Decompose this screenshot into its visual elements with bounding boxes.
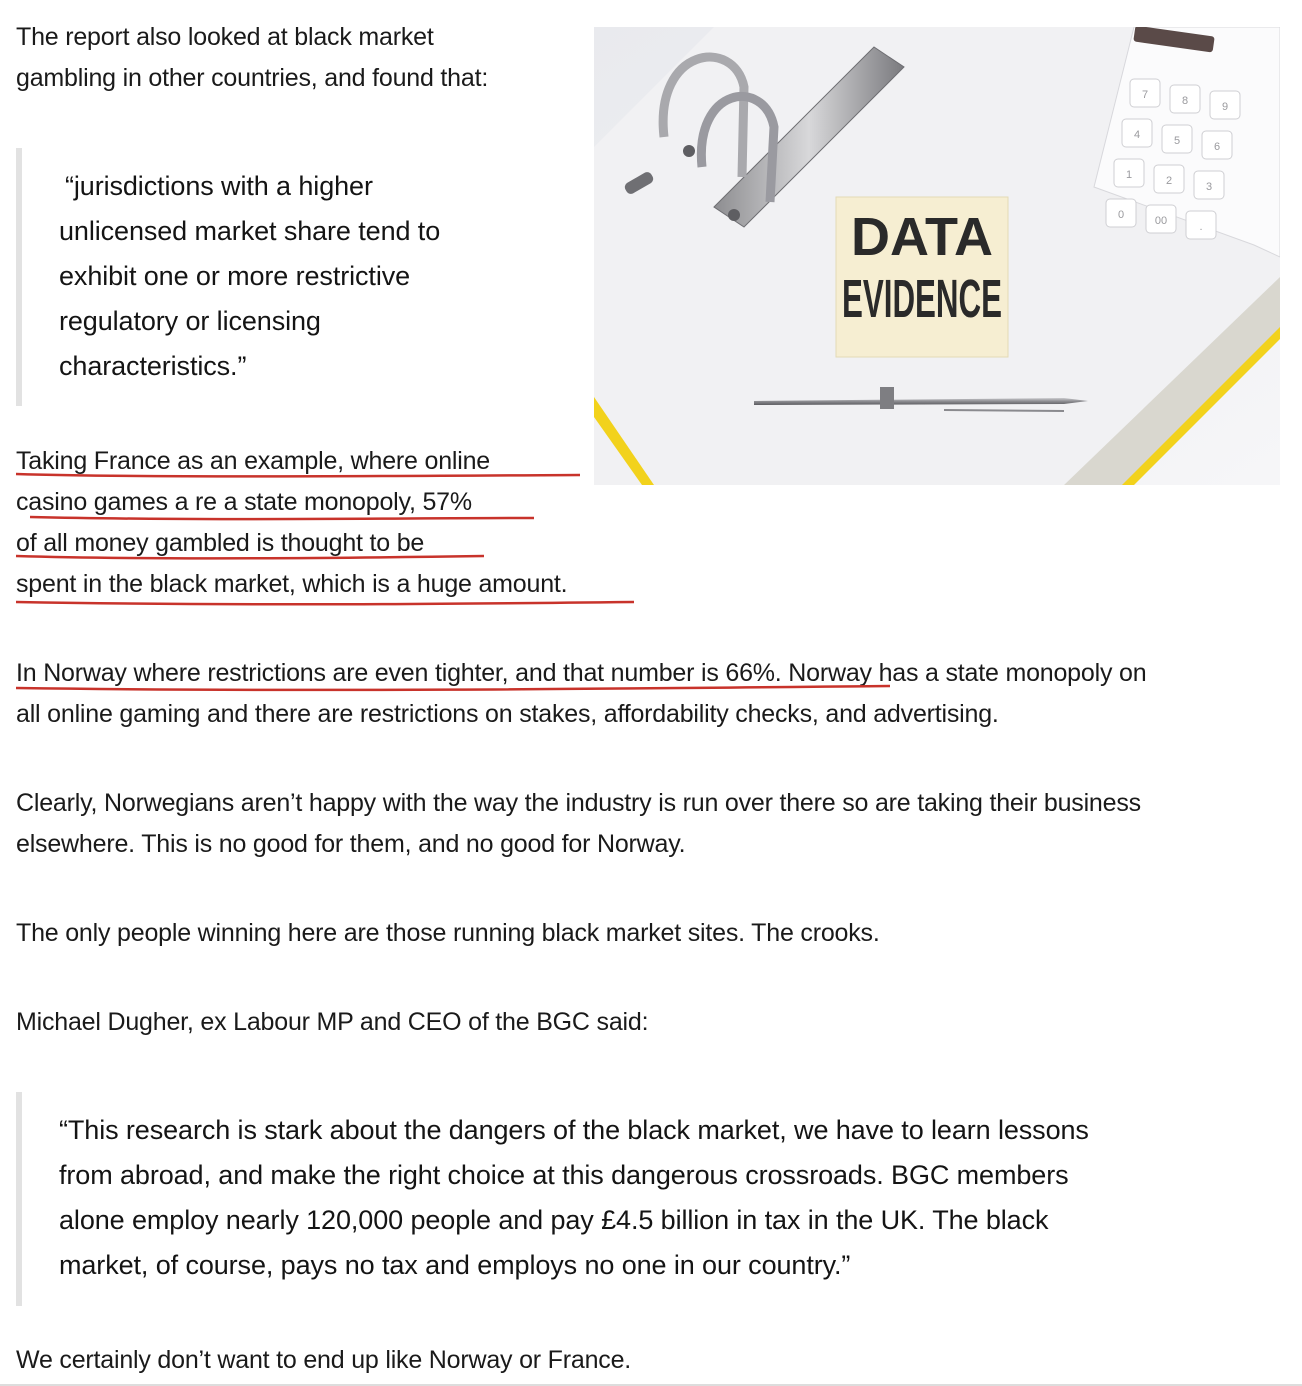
quote1-line-5: characteristics.” bbox=[59, 351, 247, 381]
blockquote-jurisdictions bbox=[16, 148, 576, 406]
calculator-key-label: 1 bbox=[1125, 169, 1133, 181]
quote2-line-4: market, of course, pays no tax and employs no one in our country.” bbox=[59, 1250, 851, 1280]
intro-line-1: The report also looked at black market bbox=[16, 23, 434, 51]
data-evidence-photo bbox=[594, 27, 1280, 485]
quote1-line-2: unlicensed market share tend to bbox=[59, 216, 441, 246]
photo-illustration bbox=[594, 27, 1280, 485]
quote2-line-2: from abroad, and make the right choice at this dangerous crossroads. BGC members bbox=[59, 1160, 1069, 1190]
calculator-key-label: 6 bbox=[1213, 141, 1221, 153]
quote1-line-4: regulatory or licensing bbox=[59, 306, 321, 336]
calculator-key-label: 9 bbox=[1221, 101, 1229, 113]
france-line-4: spent in the black market, which is a huge amount. bbox=[16, 570, 568, 598]
blockquote-dugher bbox=[16, 1092, 1280, 1306]
quote1-line-1: “jurisdictions with a higher bbox=[65, 171, 373, 201]
calculator-key-label: 4 bbox=[1133, 129, 1141, 141]
intro-line-2: gambling in other countries, and found that: bbox=[16, 64, 489, 92]
france-line-2: casino games a re a state monopoly, 57% bbox=[16, 488, 472, 516]
quote1-line-3: exhibit one or more restrictive bbox=[59, 261, 411, 291]
norway-line-1 bbox=[16, 653, 1146, 694]
norway-line-2: all online gaming and there are restrictions on stakes, affordability checks, and advertising. bbox=[16, 700, 999, 728]
clearly-line-2: elsewhere. This is no good for them, and no good for Norway. bbox=[16, 830, 686, 858]
quote2-line-1: “This research is stark about the dangers of the black market, we have to learn lessons bbox=[59, 1115, 1089, 1145]
note-line-2: EVIDENCE bbox=[842, 269, 1002, 329]
dugher-intro: Michael Dugher, ex Labour MP and CEO of the BGC said: bbox=[16, 1008, 649, 1036]
closing-paragraph: We certainly don’t want to end up like Norway or France. bbox=[16, 1346, 632, 1374]
france-line-3: of all money gambled is thought to be bbox=[16, 529, 425, 557]
calculator-key-label: 2 bbox=[1165, 175, 1173, 187]
calculator-key-label: 00 bbox=[1154, 215, 1168, 227]
clearly-line-1: Clearly, Norwegians aren’t happy with the way the industry is run over there so are taking their business bbox=[16, 789, 1141, 817]
calculator-key-label: 7 bbox=[1141, 89, 1149, 101]
norway-highlighted-text: In Norway where restrictions are even tighter, and that number is 66%. bbox=[16, 659, 782, 687]
calculator-key-label: 5 bbox=[1173, 135, 1181, 147]
quote2-line-3: alone employ nearly 120,000 people and pay £4.5 billion in tax in the UK. The black bbox=[59, 1205, 1049, 1235]
crooks-paragraph: The only people winning here are those running black market sites. The crooks. bbox=[16, 919, 880, 947]
calculator-key-label: . bbox=[1199, 221, 1203, 233]
france-line-1: Taking France as an example, where online bbox=[16, 447, 491, 475]
calculator-key-label: 0 bbox=[1117, 209, 1125, 221]
note-line-1: DATA bbox=[851, 207, 993, 267]
calculator-key-label: 8 bbox=[1181, 95, 1189, 107]
calculator-key-label: 3 bbox=[1205, 181, 1213, 193]
sticky-note bbox=[836, 197, 1008, 357]
norway-rest-text: Norway has a state monopoly on bbox=[781, 659, 1147, 687]
